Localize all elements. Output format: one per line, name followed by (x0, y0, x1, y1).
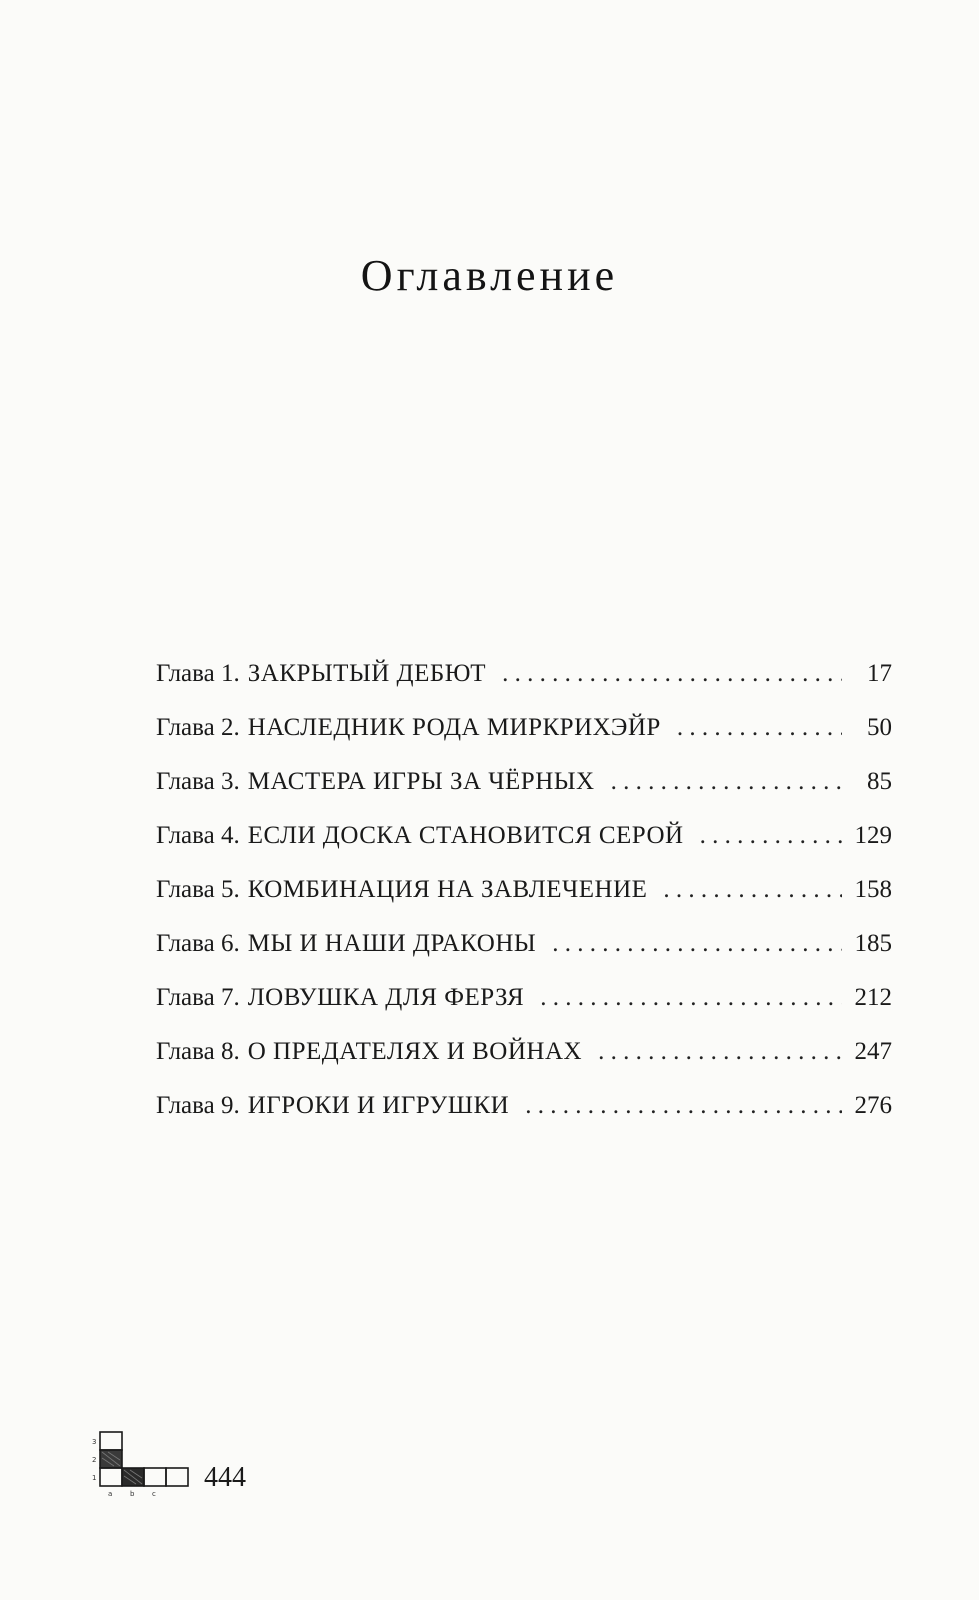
toc-entry (156, 876, 892, 930)
file-label: c (152, 1490, 156, 1498)
file-label: a (108, 1490, 113, 1498)
chapter-page-number: 158 (854, 876, 892, 903)
toc-entry (156, 714, 892, 768)
chapter-title: ЛОВУШКА ДЛЯ ФЕРЗЯ (247, 984, 525, 1011)
chapter-page-number: 185 (854, 930, 892, 957)
chapter-title: О ПРЕДАТЕЛЯХ И ВОЙНАХ (247, 1038, 583, 1065)
toc-entry (156, 1038, 892, 1092)
chapter-number: Глава 6. (156, 930, 240, 957)
chapter-page-number: 85 (867, 768, 892, 795)
chapter-title: МАСТЕРА ИГРЫ ЗА ЧЁРНЫХ (247, 768, 595, 795)
chapter-title: ЗАКРЫТЫЙ ДЕБЮТ (247, 660, 487, 687)
page-footer (88, 1430, 288, 1500)
page-title: Оглавление (360, 251, 619, 300)
rank-label: 3 (92, 1438, 97, 1446)
chapter-page-number: 129 (854, 822, 892, 849)
dot-leader (611, 768, 842, 796)
dot-leader (552, 930, 842, 958)
chapter-number: Глава 1. (156, 660, 240, 687)
toc-entry (156, 660, 892, 714)
chapter-number: Глава 8. (156, 1038, 240, 1065)
dot-leader (598, 1038, 842, 1066)
chapter-number: Глава 9. (156, 1092, 240, 1119)
toc-entry (156, 930, 892, 984)
chapter-number: Глава 3. (156, 768, 240, 795)
toc-entry (156, 822, 892, 876)
chapter-page-number: 247 (854, 1038, 892, 1065)
chapter-title: НАСЛЕДНИК РОДА МИРКРИХЭЙР (247, 714, 661, 741)
dot-leader (525, 1092, 842, 1120)
page-number: 444 (204, 1462, 246, 1493)
chapter-title: ЕСЛИ ДОСКА СТАНОВИТСЯ СЕРОЙ (247, 822, 684, 849)
chapter-number: Глава 2. (156, 714, 240, 741)
dot-leader (540, 984, 842, 1012)
toc-entry (156, 768, 892, 822)
dot-leader (677, 714, 842, 742)
chapter-title: КОМБИНАЦИЯ НА ЗАВЛЕЧЕНИЕ (247, 876, 648, 903)
chapter-page-number: 50 (867, 714, 892, 741)
dot-leader (502, 660, 842, 688)
chapter-page-number: 212 (854, 984, 892, 1011)
dot-leader (663, 876, 842, 904)
chapter-number: Глава 4. (156, 822, 240, 849)
file-label: b (130, 1490, 135, 1498)
chapter-page-number: 276 (854, 1092, 892, 1119)
dot-leader (700, 822, 842, 850)
table-of-contents (156, 660, 892, 1146)
chapter-title: МЫ И НАШИ ДРАКОНЫ (247, 930, 537, 957)
chapter-title: ИГРОКИ И ИГРУШКИ (247, 1092, 510, 1119)
toc-entry (156, 1092, 892, 1146)
rank-label: 1 (92, 1474, 97, 1482)
rank-label: 2 (92, 1456, 97, 1464)
chapter-number: Глава 7. (156, 984, 240, 1011)
chapter-number: Глава 5. (156, 876, 240, 903)
chessboard-icon (88, 1430, 198, 1500)
chapter-page-number: 17 (867, 660, 892, 687)
toc-entry (156, 984, 892, 1038)
